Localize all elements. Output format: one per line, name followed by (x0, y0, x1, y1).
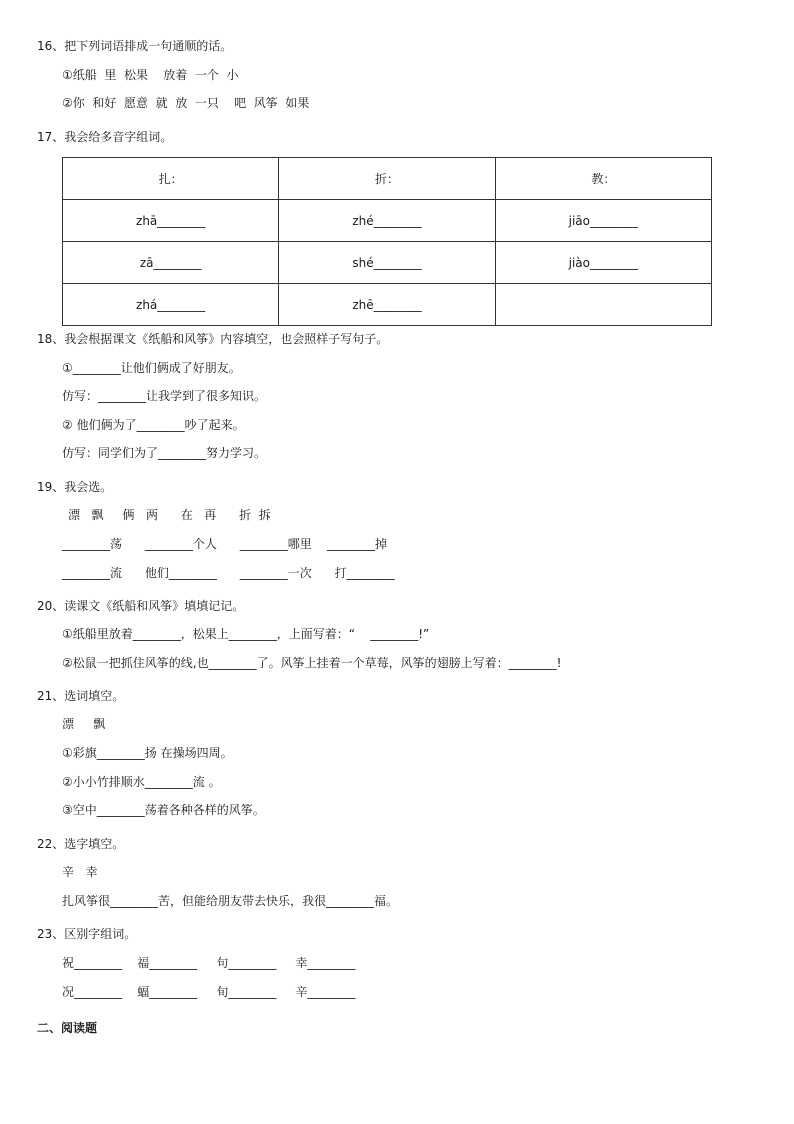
table-header-cell: 教： (495, 158, 711, 200)
q19-options: 漂 飘 俩 两 在 再 折 拆 (68, 508, 271, 522)
table-cell: zhá________ (63, 284, 279, 326)
q16-item-1: ①纸船 里 松果 放着 一个 小 (62, 68, 239, 82)
q22-options: 辛 幸 (62, 865, 98, 879)
q21-item-1: ①彩旗________扬 在操场四周。 (62, 746, 233, 760)
q21-item-3: ③空中________荡着各种各样的风筝。 (62, 803, 265, 817)
q18-item-3: ② 他们俩为了________吵了起来。 (62, 418, 245, 432)
table-cell: zhā________ (63, 200, 279, 242)
q20-title: 20、读课文《纸船和风筝》填填记记。 (37, 599, 245, 613)
q18-item-4: 仿写：同学们为了________努力学习。 (62, 446, 267, 460)
table-header-cell: 扎： (63, 158, 279, 200)
q18-item-1: ①________让他们俩成了好朋友。 (62, 361, 241, 375)
q18-title: 18、我会根据课文《纸船和风筝》内容填空，也会照样子写句子。 (37, 332, 389, 346)
q17-title: 17、我会给多音字组词。 (37, 130, 173, 144)
table-row (63, 242, 712, 284)
q19-row-2: ________流 他们________ ________一次 打________ (62, 566, 395, 580)
table-cell: jiāo________ (495, 200, 711, 242)
q21-title: 21、选词填空。 (37, 689, 125, 703)
q20-item-1: ①纸船里放着________，松果上________，上面写着：“ ________!” (62, 627, 430, 641)
table-row (63, 284, 712, 326)
q21-item-2: ②小小竹排顺水________流 。 (62, 775, 221, 789)
polyphone-table (62, 157, 712, 326)
table-header-cell: 折： (279, 158, 495, 200)
table-row (63, 200, 712, 242)
q19-title: 19、我会选。 (37, 480, 113, 494)
q18-item-2: 仿写：________让我学到了很多知识。 (62, 389, 267, 403)
q16-title: 16、把下列词语排成一句通顺的话。 (37, 39, 233, 53)
q20-item-2: ②松鼠一把抓住风筝的线,也________了。风筝上挂着一个草莓，风筝的翅膀上写着：________! (62, 656, 562, 670)
table-cell: jiào________ (495, 242, 711, 284)
table-cell: shé________ (279, 242, 495, 284)
table-header-row (63, 158, 712, 200)
table-cell: zhē________ (279, 284, 495, 326)
q23-row-2: 况________ 蝠________ 旬________ 辛________ (62, 985, 356, 999)
table-cell: zā________ (63, 242, 279, 284)
table-cell: zhé________ (279, 200, 495, 242)
q23-title: 23、区别字组词。 (37, 927, 137, 941)
table-cell (495, 284, 711, 326)
q19-row-1: ________荡 ________个人 ________哪里 ________掉 (62, 537, 388, 551)
section-heading: 二、阅读题 (37, 1021, 98, 1035)
q16-item-2: ②你 和好 愿意 就 放 一只 吧 风筝 如果 (62, 96, 310, 110)
q21-options: 漂 飘 (62, 717, 106, 731)
q23-row-1: 祝________ 福________ 句________ 幸________ (62, 956, 356, 970)
q22-sentence: 扎风筝很________苦，但能给朋友带去快乐，我很________福。 (62, 894, 399, 908)
q22-title: 22、选字填空。 (37, 837, 125, 851)
